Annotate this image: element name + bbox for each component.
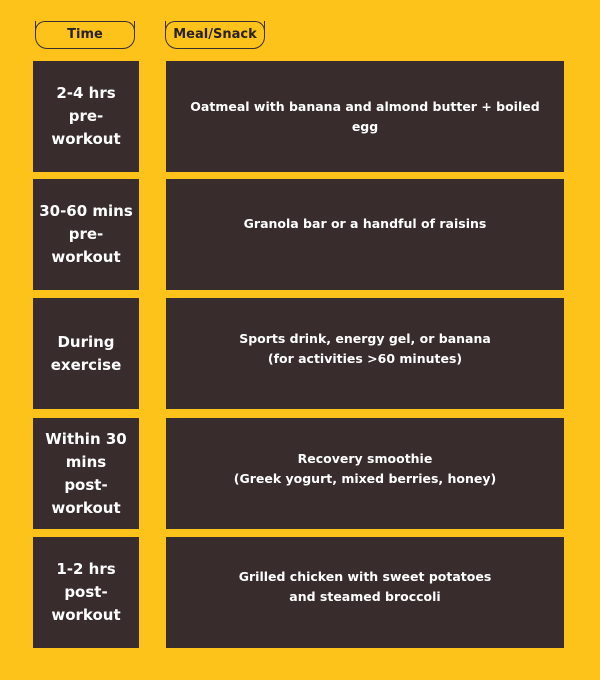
meal-text: Sports drink, energy gel, or banana (239, 330, 491, 346)
meal-header-label: Meal/Snack (173, 27, 257, 42)
meal-cell (166, 298, 564, 409)
time-header-label: Time (67, 27, 103, 42)
time-cell: 1-2 hrs post-workout (33, 537, 139, 648)
time-cell: During exercise (33, 298, 139, 409)
meal-column-header (165, 21, 265, 49)
meal-subtext: (Greek yogurt, mixed berries, honey) (233, 470, 497, 486)
meal-subtext: (for activities >60 minutes) (267, 350, 463, 366)
meal-cell (166, 179, 564, 290)
time-cell: 2-4 hrs pre-workout (33, 61, 139, 172)
time-column-header (35, 21, 135, 49)
meal-text: Oatmeal with banana and almond butter + boiled egg (190, 98, 540, 134)
meal-cell (166, 61, 564, 172)
meal-cell (166, 418, 564, 529)
time-cell: 30-60 mins pre-workout (33, 179, 139, 290)
meal-text: Granola bar or a handful of raisins (243, 215, 487, 231)
meal-text: Recovery smoothie (297, 450, 433, 466)
meal-text: Grilled chicken with sweet potatoes and steamed broccoli (238, 568, 492, 604)
time-cell: Within 30 mins post-workout (33, 418, 139, 529)
meal-cell (166, 537, 564, 648)
